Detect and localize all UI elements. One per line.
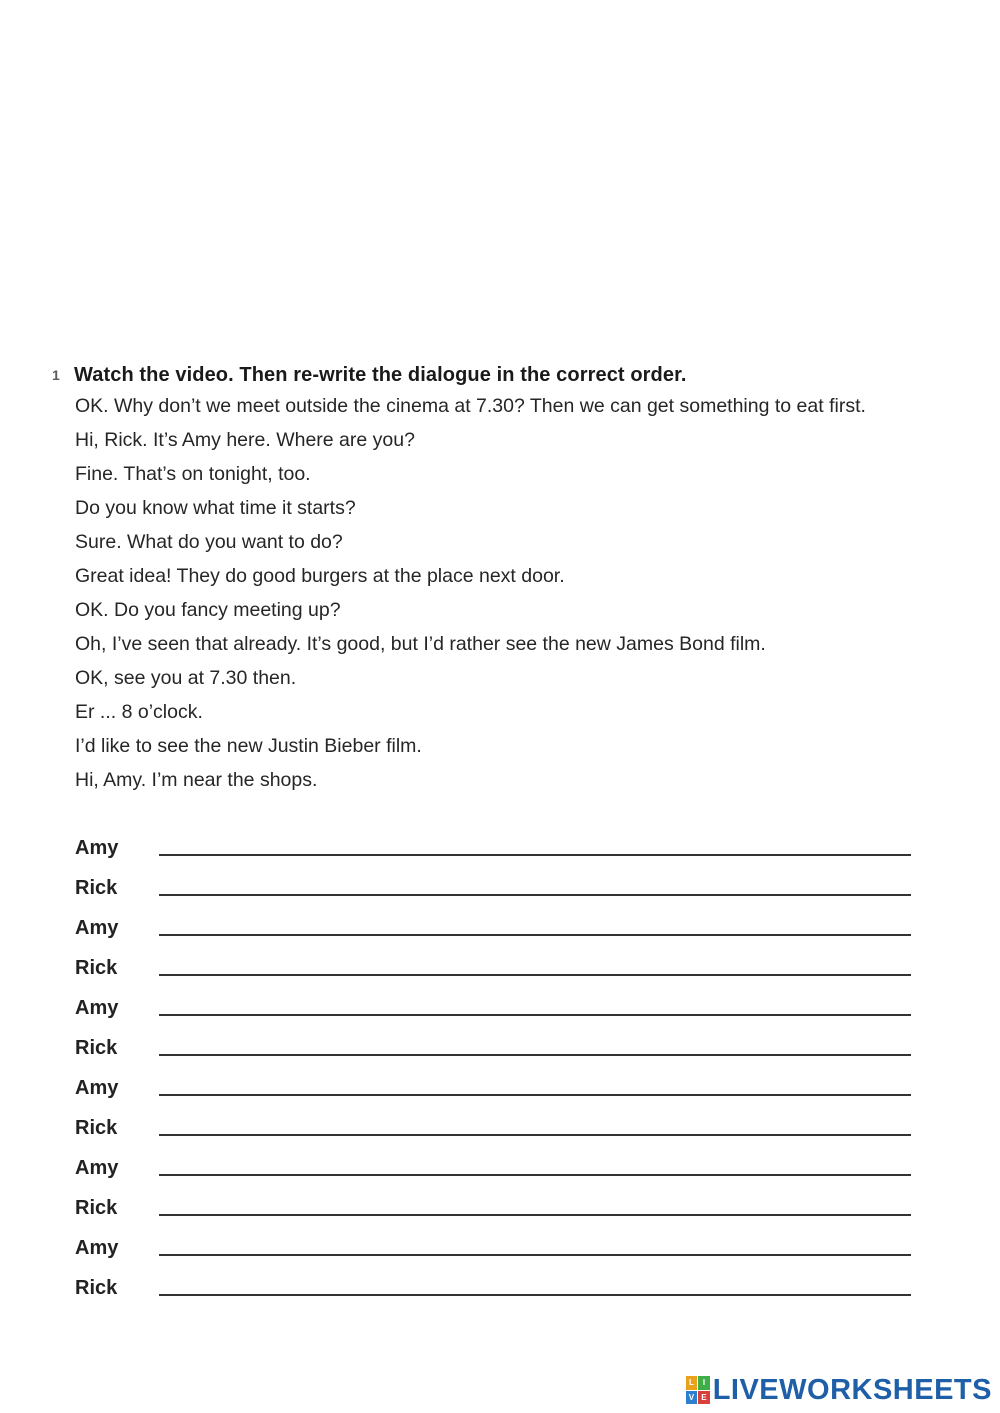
answer-input[interactable] [159, 832, 911, 856]
answer-row [75, 1072, 911, 1112]
answer-row [75, 992, 911, 1032]
answer-input[interactable] [159, 872, 911, 896]
answer-input[interactable] [159, 1232, 911, 1256]
answer-input[interactable] [159, 1152, 911, 1176]
speaker-label: Amy [75, 837, 119, 859]
exercise-number: 1 [52, 367, 60, 383]
speaker-label: Amy [75, 917, 119, 939]
answer-row [75, 1192, 911, 1232]
jumbled-dialogue-list [75, 393, 915, 801]
speaker-label: Amy [75, 997, 119, 1019]
answer-input[interactable] [159, 1032, 911, 1056]
answer-row [75, 832, 911, 872]
answer-row [75, 1032, 911, 1072]
answer-input[interactable] [159, 1072, 911, 1096]
answer-row [75, 1232, 911, 1272]
dialogue-line: Oh, I’ve seen that already. It’s good, but I’d rather see the new James Bond film. [75, 633, 766, 655]
answer-input[interactable] [159, 1272, 911, 1296]
dialogue-line: Hi, Amy. I’m near the shops. [75, 769, 318, 791]
answer-input[interactable] [159, 952, 911, 976]
speaker-label: Rick [75, 1197, 118, 1219]
speaker-label: Amy [75, 1237, 119, 1259]
badge-letter: E [698, 1391, 710, 1405]
answer-row [75, 1152, 911, 1192]
logo-badge-icon [686, 1376, 710, 1404]
answer-row [75, 952, 911, 992]
dialogue-line: Er ... 8 o’clock. [75, 701, 203, 723]
logo-text: LIVEWORKSHEETS [712, 1373, 992, 1406]
exercise-instruction [52, 360, 952, 390]
speaker-label: Rick [75, 957, 118, 979]
answer-row [75, 1272, 911, 1312]
dialogue-line: OK. Why don’t we meet outside the cinema at 7.30? Then we can get something to eat first. [75, 395, 866, 417]
dialogue-line: OK, see you at 7.30 then. [75, 667, 297, 689]
badge-letter: V [686, 1391, 698, 1405]
answer-input[interactable] [159, 912, 911, 936]
dialogue-line: I’d like to see the new Justin Bieber film. [75, 735, 422, 757]
liveworksheets-logo [686, 1373, 992, 1407]
answer-row [75, 1112, 911, 1152]
speaker-label: Rick [75, 1277, 118, 1299]
dialogue-line: Fine. That’s on tonight, too. [75, 463, 311, 485]
badge-letter: I [698, 1376, 710, 1390]
answer-input[interactable] [159, 1112, 911, 1136]
answer-input[interactable] [159, 1192, 911, 1216]
dialogue-line: Great idea! They do good burgers at the place next door. [75, 565, 565, 587]
answer-row [75, 872, 911, 912]
speaker-label: Amy [75, 1077, 119, 1099]
speaker-label: Amy [75, 1157, 119, 1179]
answer-rows [75, 832, 911, 1312]
answer-row [75, 912, 911, 952]
badge-letter: L [686, 1376, 698, 1390]
dialogue-line: Sure. What do you want to do? [75, 531, 343, 553]
instruction-text: Watch the video. Then re-write the dialogue in the correct order. [74, 363, 687, 386]
dialogue-line: Do you know what time it starts? [75, 497, 356, 519]
dialogue-line: OK. Do you fancy meeting up? [75, 599, 341, 621]
speaker-label: Rick [75, 1037, 118, 1059]
dialogue-line: Hi, Rick. It’s Amy here. Where are you? [75, 429, 415, 451]
speaker-label: Rick [75, 1117, 118, 1139]
answer-input[interactable] [159, 992, 911, 1016]
speaker-label: Rick [75, 877, 118, 899]
